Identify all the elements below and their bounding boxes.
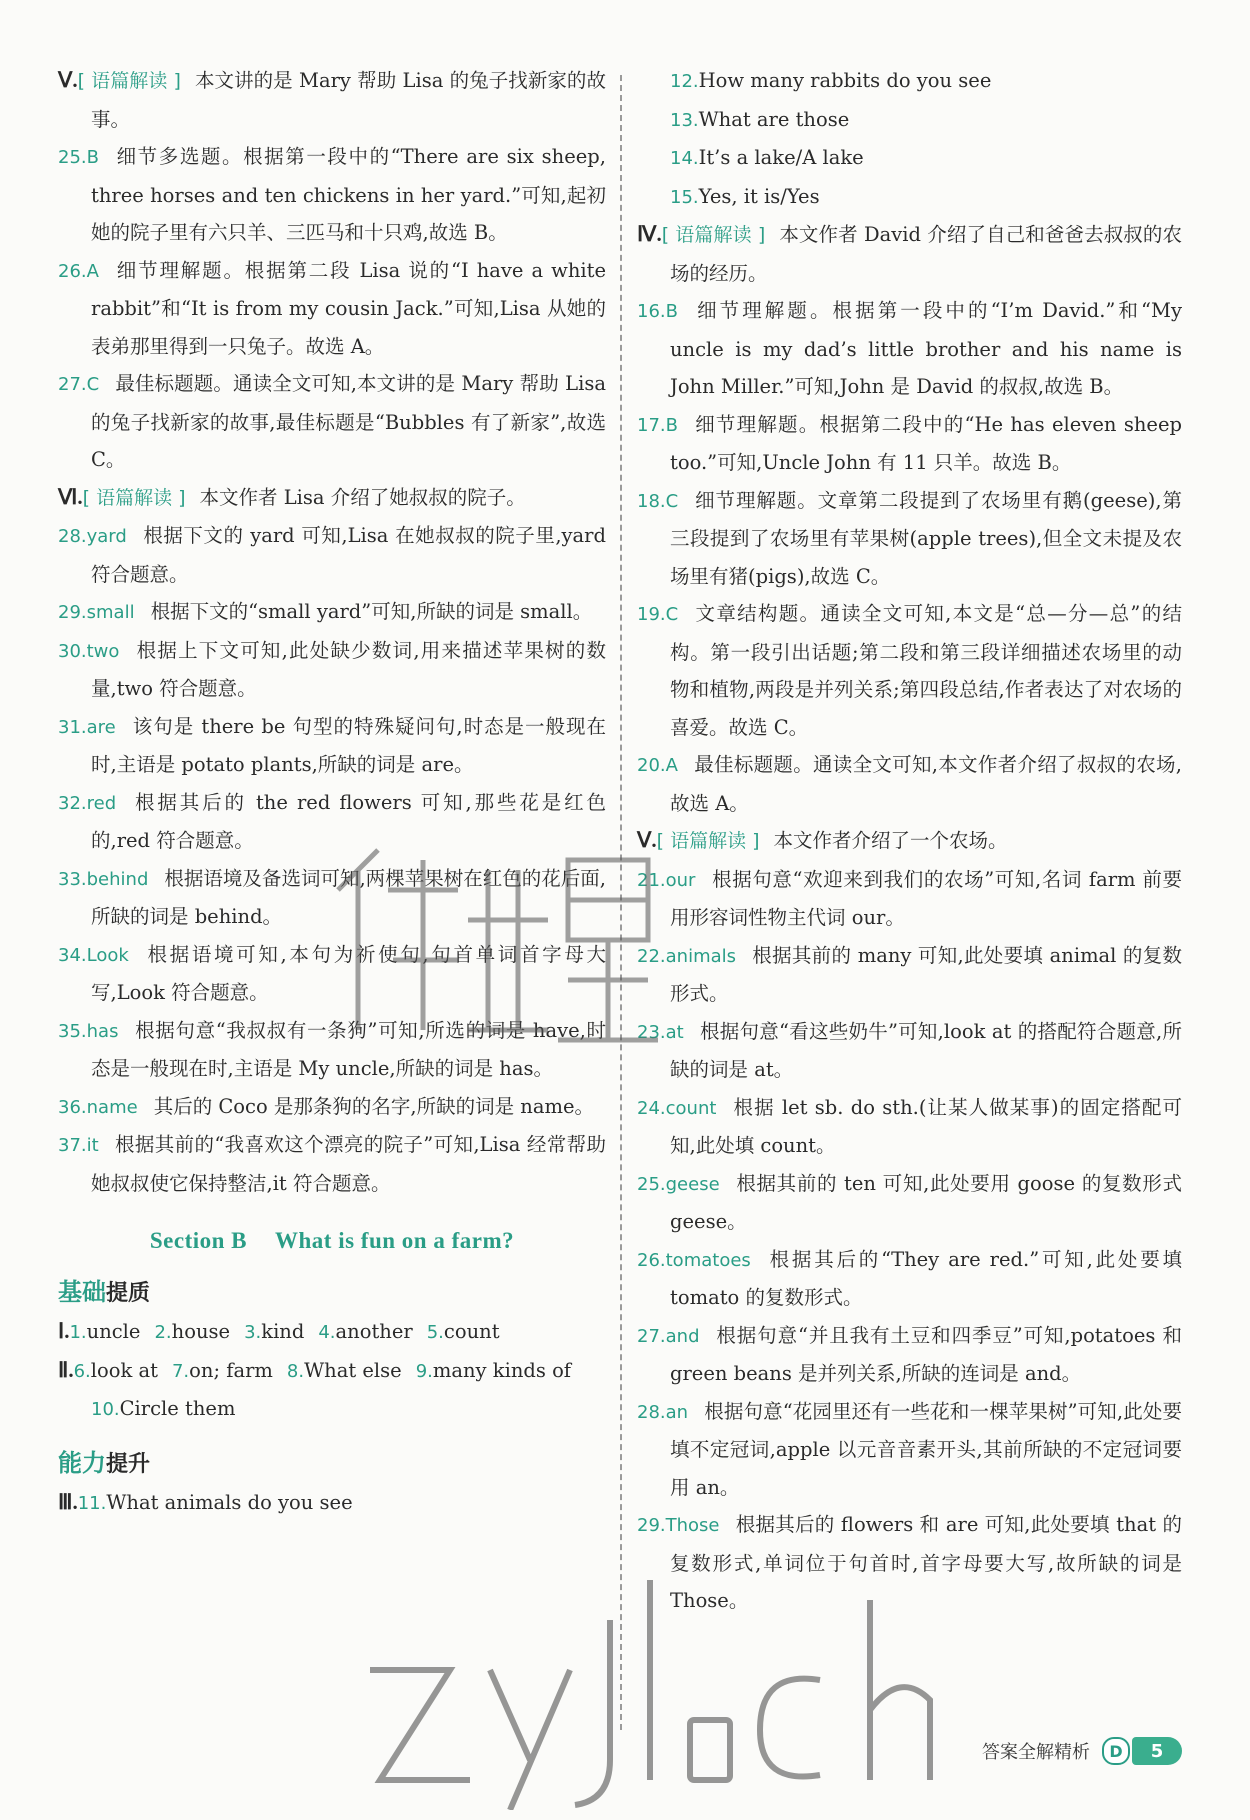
explanation-text: 本文作者 Lisa 介绍了她叔叔的院子。 <box>199 485 526 509</box>
short-answer <box>637 101 1182 140</box>
answer-item <box>78 1491 353 1514</box>
short-answer <box>637 139 1182 178</box>
answer-paragraph <box>58 517 606 593</box>
question-number: 27.and <box>637 1325 700 1347</box>
roman-numeral: Ⅱ. <box>58 1357 74 1382</box>
watermark-logo-icon <box>318 830 668 1060</box>
item-number: 8. <box>286 1360 305 1382</box>
answer-paragraph <box>637 595 1182 746</box>
answer-row-3 <box>58 1484 606 1523</box>
explanation-text: 根据上下文可知,此处缺少数词,用来描述苹果树的数量,two 符合题意。 <box>91 638 606 700</box>
answer-item <box>427 1320 500 1343</box>
explanation-text: 本文讲的是 Mary 帮助 Lisa 的兔子找新家的故事。 <box>91 69 606 131</box>
answer-paragraph <box>637 1393 1182 1507</box>
question-number: 32.red <box>58 792 117 814</box>
question-number: 27.C <box>58 374 100 395</box>
answer-paragraph <box>58 365 606 479</box>
volume-badge: D <box>1102 1737 1130 1765</box>
left-column <box>58 62 606 1522</box>
section-label: Section B <box>149 1228 248 1253</box>
question-number: 29.small <box>58 602 135 623</box>
section-subtitle: What is fun on a farm? <box>275 1228 515 1253</box>
explanation-text: 根据下文的 yard 可知,Lisa 在她叔叔的院子里,yard 符合题意。 <box>91 524 606 586</box>
item-number: 10. <box>91 1399 120 1420</box>
explanation-text: 根据其后的 flowers 和 are 可知,此处要填 that 的复数形式,单词位于句首时,首字母要大写,故所缺的词是 Those。 <box>670 1513 1182 1612</box>
answer-paragraph <box>637 292 1182 406</box>
question-number: Ⅳ. <box>637 222 662 246</box>
passage-tag: [ 语篇解读 ] <box>661 224 766 246</box>
item-answer: What are those <box>698 107 850 131</box>
answer-paragraph <box>637 1241 1182 1317</box>
watermark-url-icon <box>360 1560 980 1810</box>
explanation-text: 根据其前的 ten 可知,此处要用 goose 的复数形式 geese。 <box>670 1171 1182 1233</box>
answer-paragraph <box>637 746 1182 822</box>
explanation-text: 根据句意“看这些奶牛”可知,look at 的搭配符合题意,所缺的词是 at。 <box>670 1019 1182 1081</box>
question-number: 37.it <box>58 1135 99 1156</box>
explanation-text: 根据句意“花园里还有一些花和一棵苹果树”可知,此处要填不定冠词,apple 以元音音素开头,其前所缺的不定冠词要用 an。 <box>670 1399 1182 1499</box>
short-answer <box>637 62 1182 101</box>
heading-ability <box>58 1443 606 1478</box>
question-number: 31.are <box>58 716 116 738</box>
explanation-text: 本文作者介绍了一个农场。 <box>773 829 1008 852</box>
answer-paragraph <box>58 62 606 138</box>
explanation-text: 本文作者 David 介绍了自己和爸爸去叔叔的农场的经历。 <box>670 223 1182 285</box>
answer-item <box>287 1359 402 1382</box>
item-answer: What animals do you see <box>106 1490 353 1514</box>
explanation-text: 根据句意“我叔叔有一条狗”可知,所选的词是 have,时态是一般现在时,主语是 My uncle,所缺的词是 has。 <box>91 1018 606 1080</box>
item-answer: Circle them <box>119 1397 236 1420</box>
question-number: 29.Those <box>637 1515 720 1536</box>
passage-tag: [ 语篇解读 ] <box>82 486 186 509</box>
question-number: 26.tomatoes <box>637 1249 751 1271</box>
explanation-text: 根据语境及备选词可知,两棵苹果树在红色的花后面,所缺的词是 behind。 <box>91 866 606 928</box>
answer-item <box>318 1320 412 1343</box>
item-answer: uncle <box>86 1320 141 1343</box>
item-answer: on; farm <box>189 1358 273 1382</box>
item-answer: What else <box>304 1358 402 1382</box>
item-answer: It’s a lake/A lake <box>698 146 864 169</box>
item-number: 14. <box>670 148 699 169</box>
question-number: 24.count <box>637 1097 717 1119</box>
question-number: 19.C <box>637 604 679 625</box>
question-number: 21.our <box>637 869 696 891</box>
item-answer: many kinds of <box>432 1358 572 1382</box>
item-answer: house <box>171 1320 231 1343</box>
item-number: 1. <box>69 1322 87 1343</box>
heading-ability-sub: 提升 <box>106 1451 151 1477</box>
answer-row-2 <box>58 1352 606 1391</box>
answer-paragraph <box>637 482 1182 596</box>
explanation-text: 根据其后的 the red flowers 可知,那些花是红色的,red 符合题意。 <box>91 790 606 852</box>
item-answer: How many rabbits do you see <box>698 69 992 92</box>
answer-item <box>91 1397 235 1420</box>
question-number: 25.geese <box>637 1173 720 1195</box>
question-number: 22.animals <box>637 945 737 967</box>
item-answer: count <box>443 1320 500 1343</box>
explanation-text: 细节理解题。根据第一段中的“I’m David.”和“My uncle is my dad’s little brother and his name is John Miller.”可知,John 是 David 的叔叔,故选 B。 <box>670 299 1182 398</box>
item-answer: another <box>335 1320 413 1343</box>
answer-row-1 <box>58 1313 606 1352</box>
answer-paragraph <box>58 593 606 632</box>
question-number: Ⅵ. <box>58 484 83 509</box>
question-number: 23.at <box>637 1021 684 1043</box>
footer-label: 答案全解精析 <box>982 1742 1090 1763</box>
item-number: 12. <box>670 71 699 92</box>
question-number: 20.A <box>637 755 678 776</box>
right-answer-list <box>637 216 1182 1620</box>
item-number: 15. <box>670 186 699 208</box>
heading-basic <box>58 1272 606 1307</box>
answer-paragraph <box>637 937 1182 1013</box>
explanation-text: 根据下文的“small yard”可知,所缺的词是 small。 <box>150 600 593 623</box>
explanation-text: 根据其前的“我喜欢这个漂亮的院子”可知,Lisa 经常帮助她叔叔使它保持整洁,it 符合题意。 <box>91 1133 606 1195</box>
roman-numeral: Ⅰ. <box>58 1319 70 1343</box>
answer-item <box>416 1359 571 1382</box>
answer-paragraph <box>637 1317 1182 1393</box>
answer-item <box>74 1359 158 1382</box>
question-number: 25.B <box>58 147 99 168</box>
section-title <box>58 1228 606 1254</box>
answer-item <box>69 1320 140 1343</box>
answer-paragraph <box>58 479 606 518</box>
answer-paragraph <box>58 708 606 784</box>
roman-numeral: Ⅲ. <box>58 1489 78 1514</box>
item-number: 5. <box>426 1322 444 1343</box>
answer-item <box>154 1320 230 1343</box>
answer-paragraph <box>58 1088 606 1127</box>
short-answer <box>637 178 1182 217</box>
explanation-text: 根据其前的 many 可知,此处要填 animal 的复数形式。 <box>670 943 1182 1005</box>
question-number: 28.an <box>637 1401 689 1423</box>
page-footer <box>982 1737 1182 1765</box>
answer-paragraph <box>58 138 606 252</box>
item-answer: look at <box>90 1358 158 1382</box>
item-number: 2. <box>154 1322 172 1343</box>
right-column <box>637 62 1182 1620</box>
answer-item <box>172 1359 273 1382</box>
passage-tag: [ 语篇解读 ] <box>77 70 181 92</box>
answer-item <box>244 1320 304 1343</box>
item-number: 3. <box>244 1322 262 1343</box>
question-number: 30.two <box>58 640 120 662</box>
question-number: 33.behind <box>58 868 149 890</box>
item-number: 9. <box>415 1360 433 1382</box>
question-number: Ⅴ. <box>637 828 657 852</box>
answer-paragraph <box>637 216 1182 292</box>
question-number: Ⅴ. <box>58 68 78 92</box>
explanation-text: 细节理解题。文章第二段提到了农场里有鹅(geese),第三段提到了农场里有苹果树(apple trees),但全文未提及农场里有猪(pigs),故选 C。 <box>670 488 1182 588</box>
explanation-text: 细节理解题。根据第二段中的“He has eleven sheep too.”可知,Uncle John 有 11 只羊。故选 B。 <box>670 412 1182 474</box>
answer-paragraph <box>637 1165 1182 1241</box>
answer-paragraph <box>58 1126 606 1202</box>
question-number: 36.name <box>58 1096 138 1118</box>
explanation-text: 根据句意“并且我有土豆和四季豆”可知,potatoes 和 green beans 是并列关系,所缺的连词是 and。 <box>670 1323 1182 1385</box>
question-number: 28.yard <box>58 526 127 547</box>
question-number: 26.A <box>58 260 99 282</box>
question-number: 35.has <box>58 1020 119 1042</box>
right-short-answers <box>637 62 1182 216</box>
explanation-text: 最佳标题题。通读全文可知,本文讲的是 Mary 帮助 Lisa 的兔子找新家的故事,最佳标题是“Bubbles 有了新家”,故选 C。 <box>91 372 606 471</box>
item-number: 7. <box>171 1360 190 1382</box>
explanation-text: 根据其后的“They are red.”可知,此处要填 tomato 的复数形式。 <box>670 1247 1182 1309</box>
heading-ability-main: 能力 <box>58 1448 106 1477</box>
page-number: 5 <box>1132 1737 1182 1765</box>
answer-paragraph <box>637 861 1182 937</box>
explanation-text: 文章结构题。通读全文可知,本文是“总—分—总”的结构。第一段引出话题;第二段和第三段详细描述农场里的动物和植物,两段是并列关系;第四段总结,作者表达了对农场的喜爱。故选 C。 <box>670 602 1182 739</box>
answer-paragraph <box>637 1089 1182 1165</box>
explanation-text: 细节理解题。根据第二段 Lisa 说的“I have a white rabbit”和“It is from my cousin Jack.”可知,Lisa 从她的表弟那里得到一只兔子。故选 A。 <box>91 258 606 358</box>
passage-tag: [ 语篇解读 ] <box>656 830 760 852</box>
answer-paragraph <box>637 406 1182 482</box>
explanation-text: 根据语境可知,本句为祈使句,句首单词首字母大写,Look 符合题意。 <box>91 942 606 1004</box>
item-number: 11. <box>77 1492 107 1514</box>
explanation-text: 最佳标题题。通读全文可知,本文作者介绍了叔叔的农场,故选 A。 <box>670 753 1182 815</box>
answer-paragraph <box>58 632 606 708</box>
answer-paragraph <box>637 822 1182 861</box>
explanation-text: 该句是 there be 句型的特殊疑问句,时态是一般现在时,主语是 potato plants,所缺的词是 are。 <box>91 714 606 776</box>
question-number: 16.B <box>637 301 678 322</box>
answer-row-2b <box>58 1390 606 1429</box>
item-number: 4. <box>318 1322 336 1343</box>
explanation-text: 其后的 Coco 是那条狗的名字,所缺的词是 name。 <box>153 1094 595 1118</box>
item-number: 6. <box>73 1360 91 1382</box>
item-answer: Yes, it is/Yes <box>698 184 820 208</box>
question-number: 18.C <box>637 490 679 512</box>
item-number: 13. <box>670 109 699 131</box>
explanation-text: 细节多选题。根据第一段中的“There are six sheep, three horses and ten chickens in her yard.”可知,起初她的院子里有六只羊、三匹马和十只鸡,故选 B。 <box>91 145 606 244</box>
explanation-text: 根据句意“欢迎来到我们的农场”可知,名词 farm 前要用形容词性物主代词 our。 <box>670 867 1182 929</box>
heading-basic-main: 基础 <box>58 1278 106 1306</box>
question-number: 17.B <box>637 414 678 436</box>
question-number: 34.Look <box>58 944 129 966</box>
explanation-text: 根据 let sb. do sth.(让某人做某事)的固定搭配可知,此处填 count。 <box>670 1095 1182 1157</box>
item-answer: kind <box>261 1320 305 1343</box>
heading-basic-sub: 提质 <box>106 1281 151 1306</box>
answer-paragraph <box>637 1013 1182 1089</box>
answer-paragraph <box>58 252 606 366</box>
